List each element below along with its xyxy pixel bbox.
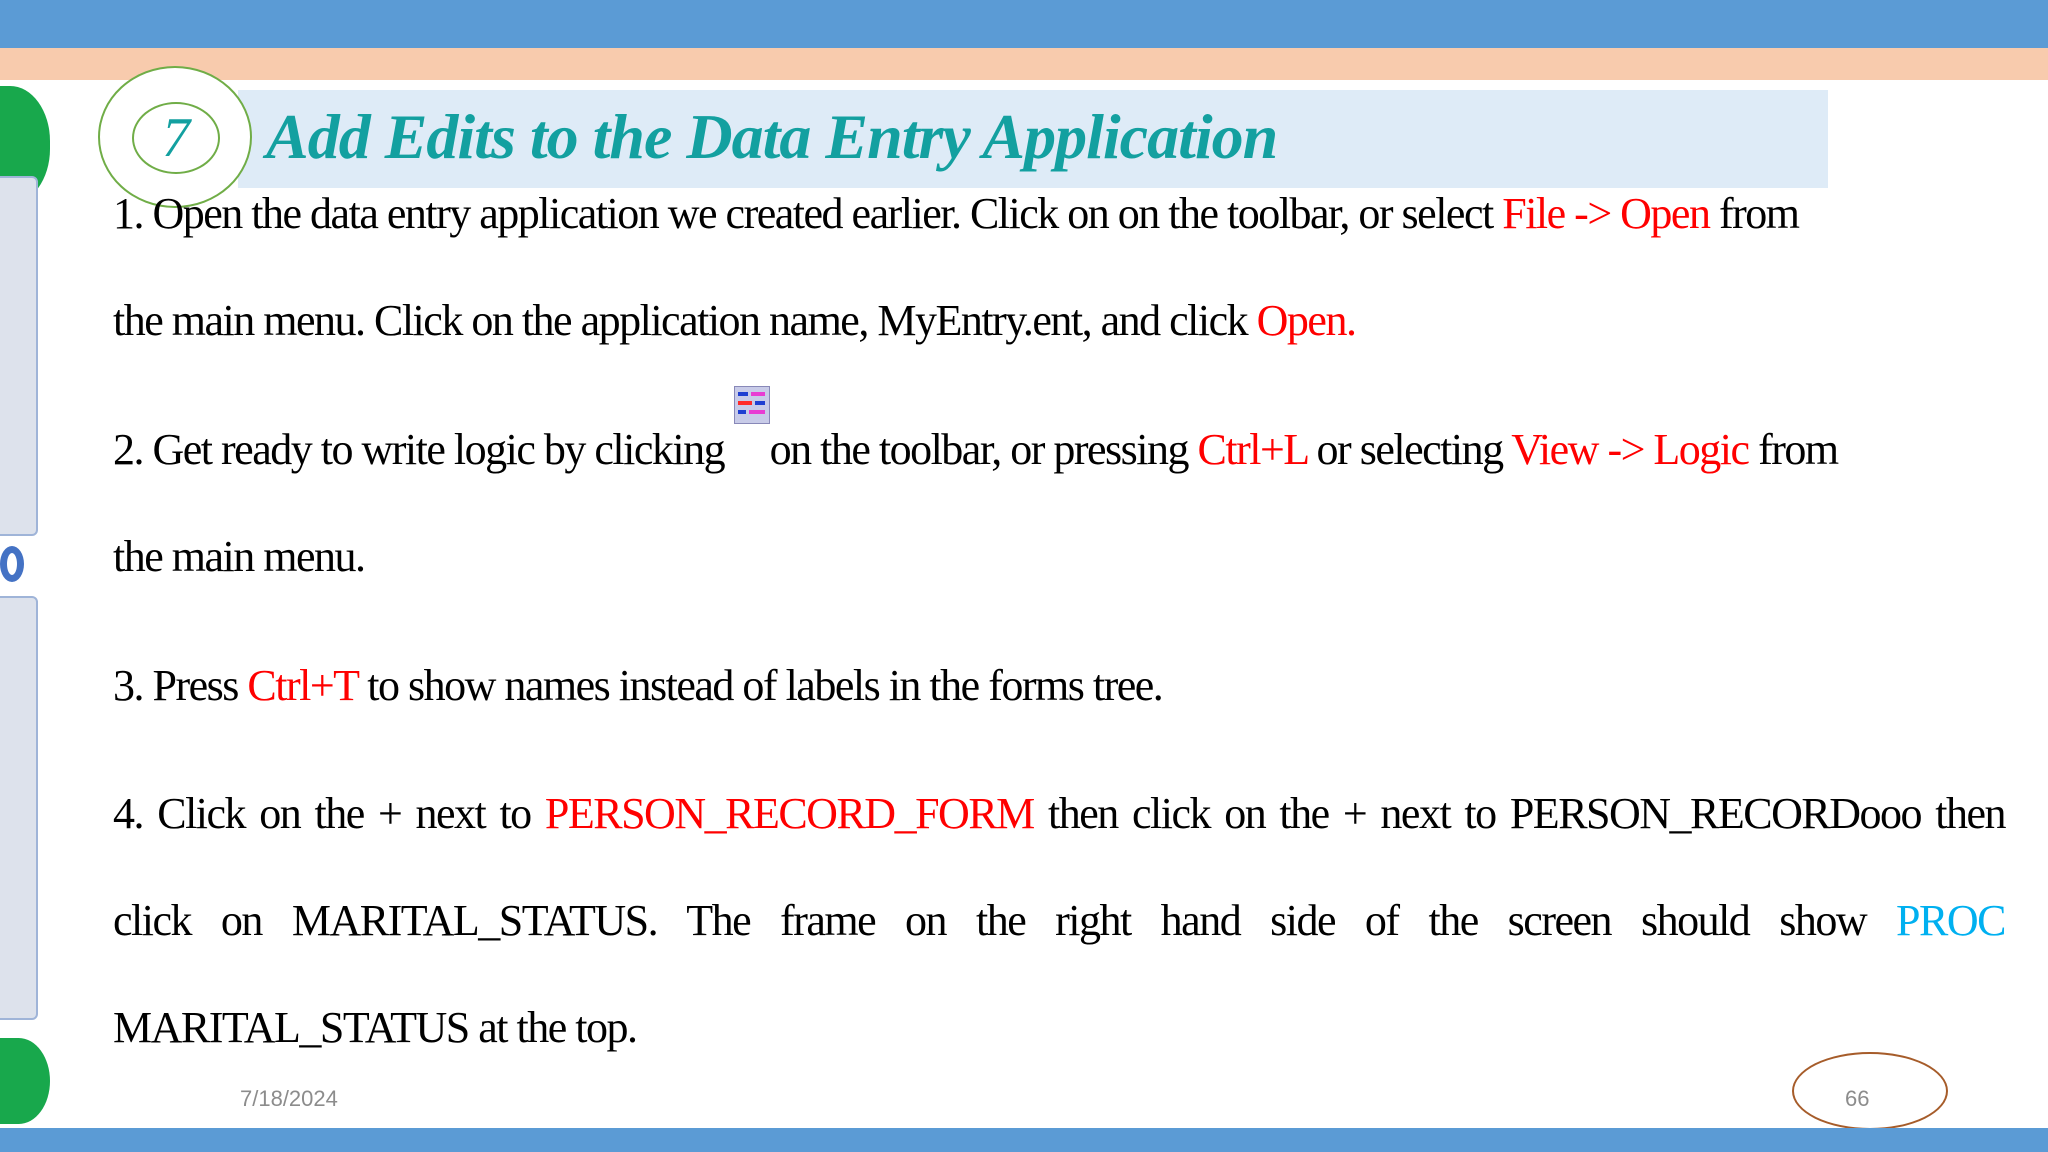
step-2-line-1 — [113, 396, 2005, 503]
page-number: 66 — [1845, 1086, 1870, 1111]
slide-number: 7 — [132, 102, 220, 174]
bottom-banner — [0, 1128, 2048, 1152]
step-1-line-2 — [113, 267, 2005, 374]
menu-path-view-logic: View -> Logic — [1511, 425, 1749, 474]
logic-icon — [734, 386, 770, 424]
proc-keyword: PROC — [1896, 896, 2005, 945]
step-3-text-cont: to show names instead of labels in the forms tree. — [357, 661, 1163, 710]
step-2-text-cont: on the toolbar, or pressing — [769, 425, 1198, 474]
left-panel-upper — [0, 176, 38, 536]
left-panel-lower — [0, 596, 38, 1020]
step-2-text-cont-3: from — [1748, 425, 1838, 474]
step-1-text-cont: from — [1709, 189, 1799, 238]
step-2-text: 2. Get ready to write logic by clicking — [113, 425, 734, 474]
step-4-text-cont: then click on the + next to PERSON_RECORDooo then click on MARITAL_STATUS. The frame on the right hand side of the screen should show — [113, 789, 2005, 945]
step-1-text: 1. Open the data entry application we created earlier. Click on on the toolbar, or select — [113, 189, 1503, 238]
step-2-text-cont-2: or selecting — [1307, 425, 1512, 474]
menu-path-file-open: File -> Open — [1502, 189, 1710, 238]
slide-title: Add Edits to the Data Entry Application — [266, 101, 1278, 172]
left-ring-shape — [0, 546, 24, 582]
top-banner — [0, 0, 2048, 48]
step-2-text-2: the main menu. — [113, 532, 365, 581]
accent-stripe — [0, 48, 2048, 80]
shortcut-ctrl-t: Ctrl+T — [247, 661, 358, 710]
step-4 — [113, 760, 2005, 1081]
shortcut-ctrl-l: Ctrl+L — [1197, 425, 1308, 474]
left-green-shape-bottom — [0, 1038, 50, 1124]
step-3 — [113, 632, 2005, 739]
page-number-oval — [1792, 1052, 1948, 1130]
form-name: PERSON_RECORD_FORM — [544, 789, 1034, 838]
step-3-text: 3. Press — [113, 661, 248, 710]
footer-date: 7/18/2024 — [240, 1086, 338, 1111]
step-2-line-2 — [113, 503, 2005, 610]
step-4-text-cont-2: MARITAL_STATUS at the top. — [113, 1003, 637, 1052]
step-1-text-2: the main menu. Click on the application name, MyEntry.ent, and click — [113, 296, 1257, 345]
step-4-text: 4. Click on the + next to — [113, 789, 545, 838]
step-1-line-1 — [113, 160, 2005, 267]
open-command: Open. — [1256, 296, 1356, 345]
